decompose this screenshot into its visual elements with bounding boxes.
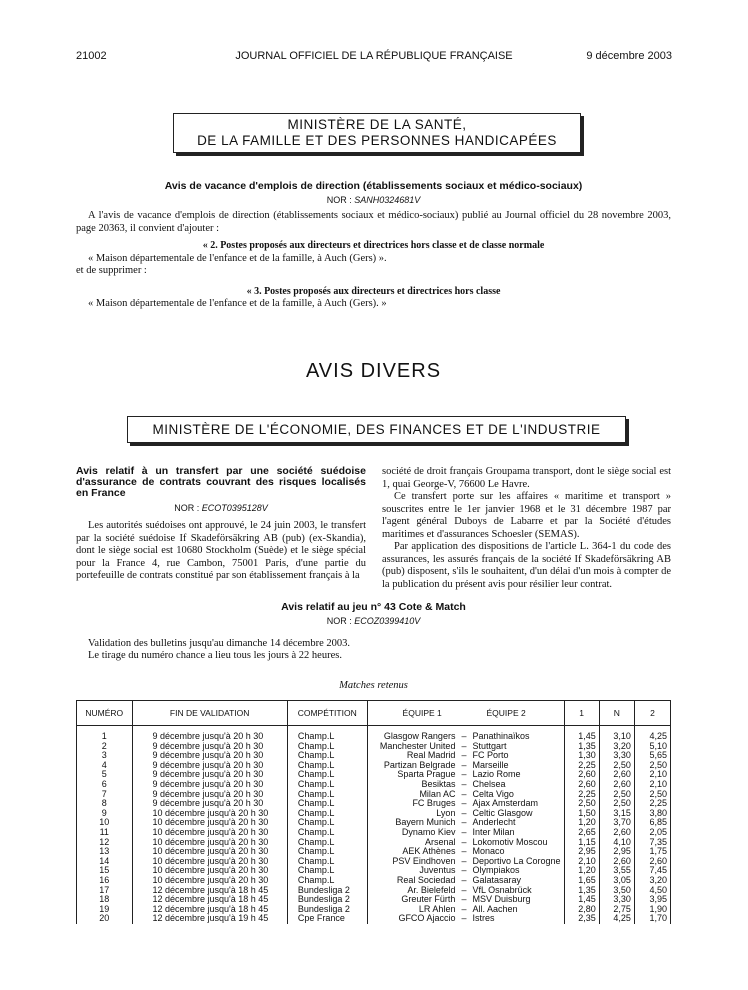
journal-title: JOURNAL OFFICIEL DE LA RÉPUBLIQUE FRANÇAISE xyxy=(235,50,513,62)
row-numero: 18 xyxy=(77,895,133,905)
row-dash: – xyxy=(461,913,467,924)
page-number: 21002 xyxy=(76,50,107,62)
row-equipe1: Real Madrid xyxy=(367,751,458,761)
row-odd-1: 1,65 xyxy=(564,876,599,886)
row-numero: 11 xyxy=(77,828,133,838)
row-equipe2: Deportivo La Corogne xyxy=(472,855,561,866)
row-fin-validation: 9 décembre jusqu'à 20 h 30 xyxy=(132,742,287,752)
row-odd-1: 2,65 xyxy=(564,828,599,838)
row-odd-2: 3,95 xyxy=(634,895,670,905)
row-fin-validation: 9 décembre jusqu'à 20 h 30 xyxy=(132,761,287,771)
row-odd-2: 4,50 xyxy=(634,886,670,896)
row-equipe2: Panathinaïkos xyxy=(472,731,530,741)
row-odd-n: 3,50 xyxy=(599,886,634,896)
row-numero: 15 xyxy=(77,866,133,876)
header-equipe2: ÉQUIPE 2 xyxy=(486,708,526,718)
header-odd-1: 1 xyxy=(564,701,599,726)
row-odd-1: 2,50 xyxy=(564,799,599,809)
nor-label: NOR : xyxy=(326,195,352,205)
row-odd-2: 5,65 xyxy=(634,751,670,761)
row-odd-1: 1,35 xyxy=(564,886,599,896)
row-odd-n: 4,10 xyxy=(599,838,634,848)
header-equipe1: ÉQUIPE 1 xyxy=(402,708,442,718)
row-dash: – xyxy=(461,903,467,914)
row-equipe2: FC Porto xyxy=(472,750,509,761)
avis-divers-heading: AVIS DIVERS xyxy=(305,360,442,382)
row-competition: Champ.L xyxy=(287,857,367,867)
row-equipe2: Ajax Amsterdam xyxy=(472,798,538,809)
row-dash: – xyxy=(461,759,467,770)
row-odd-2: 7,45 xyxy=(634,866,670,876)
row-fin-validation: 9 décembre jusqu'à 20 h 30 xyxy=(132,780,287,790)
avis-transfert-right-p3: Par application des dispositions de l'article L. 364-1 du code des assurances, les assurés français de la société If Skadeförsäkring AB (pub) disposent, s'ils le souhaitent, d'un délai d'un mois à compter de la publication du présent avis pour résilier leur contrat. xyxy=(382,541,671,590)
ministry-economie-text: MINISTÈRE DE L'ÉCONOMIE, DES FINANCES ET DE L'INDUSTRIE xyxy=(152,422,601,437)
row-odd-1: 1,20 xyxy=(564,818,599,828)
row-odd-n: 3,70 xyxy=(599,818,634,828)
row-competition: Champ.L xyxy=(287,866,367,876)
header-odd-n: N xyxy=(599,701,634,726)
avis-vacance-nor xyxy=(76,195,671,205)
row-numero: 13 xyxy=(77,847,133,857)
row-equipe1: Real Sociedad xyxy=(367,876,458,886)
row-odd-1: 2,80 xyxy=(564,905,599,915)
row-odd-1: 1,50 xyxy=(564,809,599,819)
nor-label: NOR : xyxy=(174,503,200,513)
row-equipe1: GFCO Ajaccio xyxy=(367,914,458,924)
row-equipe2: Istres xyxy=(472,913,495,924)
avis-transfert-right-p1: société de droit français Groupama transport, dont le siège social est 1, quai George-V, 76600 Le Havre. xyxy=(382,466,671,490)
row-equipe1: Greuter Fürth xyxy=(367,895,458,905)
row-competition: Champ.L xyxy=(287,809,367,819)
avis-vacance-title: Avis de vacance d'emplois de direction (établissements sociaux et médico-sociaux) xyxy=(164,180,583,192)
row-equipe2: Lokomotiv Moscou xyxy=(472,836,548,847)
row-equipe2: Stuttgart xyxy=(472,740,507,751)
row-dash: – xyxy=(461,817,467,828)
row-odd-2: 3,20 xyxy=(634,876,670,886)
header-competition: COMPÉTITION xyxy=(287,701,367,726)
row-odd-n: 2,50 xyxy=(599,799,634,809)
item3-text: « Maison départementale de l'enfance et de la famille, à Auch (Gers). » xyxy=(88,298,387,309)
row-odd-n: 2,95 xyxy=(599,847,634,857)
row-competition: Champ.L xyxy=(287,847,367,857)
row-competition: Champ.L xyxy=(287,732,367,742)
row-odd-n: 3,55 xyxy=(599,866,634,876)
row-equipe2: Celta Vigo xyxy=(472,788,514,799)
row-fin-validation: 12 décembre jusqu'à 18 h 45 xyxy=(132,905,287,915)
row-odd-2: 6,85 xyxy=(634,818,670,828)
row-numero: 5 xyxy=(77,770,133,780)
row-fin-validation: 9 décembre jusqu'à 20 h 30 xyxy=(132,751,287,761)
row-odd-2: 2,10 xyxy=(634,780,670,790)
row-numero: 3 xyxy=(77,751,133,761)
avis-transfert-left-paragraph: Les autorités suédoises ont approuvé, le 24 juin 2003, le transfert par la société suédoise If Skadeförsäkring AB (pub) (ex-Skandia), dont le siège social est 10680 Stockholm (Suède) et le siège spécial pour la France 4, rue Cambon, 75001 Paris, d'une partie du portefeuille de contrats constitué par son établissement français à la xyxy=(76,520,366,581)
row-competition: Champ.L xyxy=(287,790,367,800)
row-odd-n: 3,30 xyxy=(599,895,634,905)
row-odd-n: 3,20 xyxy=(599,742,634,752)
row-dash: – xyxy=(461,826,467,837)
table-header-row xyxy=(77,701,671,726)
row-equipe1: Ar. Bielefeld xyxy=(367,886,458,896)
row-fin-validation: 12 décembre jusqu'à 18 h 45 xyxy=(132,895,287,905)
row-numero: 12 xyxy=(77,838,133,848)
row-odd-n: 4,25 xyxy=(599,914,634,924)
ministry-sante-box xyxy=(173,113,581,153)
avis-vacance-p1: A l'avis de vacance d'emplois de direction (établissements sociaux et médico-sociaux) publié au Journal officiel du 28 novembre 2003, page 20363, il convient d'ajouter : xyxy=(76,210,671,234)
row-odd-1: 2,25 xyxy=(564,790,599,800)
row-equipe1: FC Bruges xyxy=(367,799,458,809)
row-odd-1: 1,15 xyxy=(564,838,599,848)
row-odd-1: 2,60 xyxy=(564,780,599,790)
row-odd-1: 2,10 xyxy=(564,857,599,867)
row-numero: 10 xyxy=(77,818,133,828)
row-odd-1: 1,30 xyxy=(564,751,599,761)
row-odd-n: 2,50 xyxy=(599,790,634,800)
row-fin-validation: 12 décembre jusqu'à 19 h 45 xyxy=(132,914,287,924)
row-competition: Champ.L xyxy=(287,799,367,809)
row-odd-2: 2,60 xyxy=(634,857,670,867)
row-dash: – xyxy=(461,836,467,847)
item2-title: « 2. Postes proposés aux directeurs et directrices hors classe et de classe normale xyxy=(202,240,545,251)
row-odd-n: 3,10 xyxy=(599,732,634,742)
row-fin-validation: 9 décembre jusqu'à 20 h 30 xyxy=(132,799,287,809)
supprimer-text: et de supprimer : xyxy=(76,265,147,276)
row-dash: – xyxy=(461,798,467,809)
row-odd-2: 2,05 xyxy=(634,828,670,838)
row-competition: Bundesliga 2 xyxy=(287,895,367,905)
row-numero: 1 xyxy=(77,732,133,742)
row-odd-n: 2,60 xyxy=(599,770,634,780)
row-dash: – xyxy=(461,750,467,761)
row-competition: Champ.L xyxy=(287,838,367,848)
row-equipe1: Juventus xyxy=(367,866,458,876)
nor-label: NOR : xyxy=(326,616,352,626)
row-numero: 9 xyxy=(77,809,133,819)
avis-transfert-nor xyxy=(76,503,366,513)
row-equipe1: Partizan Belgrade xyxy=(367,761,458,771)
row-fin-validation: 10 décembre jusqu'à 20 h 30 xyxy=(132,809,287,819)
row-dash: – xyxy=(461,769,467,780)
row-numero: 6 xyxy=(77,780,133,790)
row-odd-1: 2,35 xyxy=(564,914,599,924)
row-dash: – xyxy=(461,740,467,751)
row-competition: Champ.L xyxy=(287,761,367,771)
row-odd-2: 5,10 xyxy=(634,742,670,752)
row-equipe1: PSV Eindhoven xyxy=(367,857,458,867)
matches-caption: Matches retenus xyxy=(339,680,408,691)
header-fin-validation: FIN DE VALIDATION xyxy=(132,701,287,726)
row-odd-1: 1,45 xyxy=(564,732,599,742)
row-equipe1: Besiktas xyxy=(367,780,458,790)
avis-transfert-title: Avis relatif à un transfert par une société suédoise d'assurance de contrats couvrant des risques localisés en France xyxy=(76,465,366,499)
row-equipe2: All. Aachen xyxy=(472,903,518,914)
row-competition: Champ.L xyxy=(287,876,367,886)
row-odd-n: 2,75 xyxy=(599,905,634,915)
row-odd-1: 2,60 xyxy=(564,770,599,780)
row-competition: Champ.L xyxy=(287,742,367,752)
row-competition: Cpe France xyxy=(287,914,367,924)
avis-jeu-line1: Validation des bulletins jusqu'au dimanche 14 décembre 2003. xyxy=(88,638,350,649)
row-dash: – xyxy=(461,874,467,885)
row-equipe1: Dynamo Kiev xyxy=(367,828,458,838)
row-numero: 19 xyxy=(77,905,133,915)
row-equipe2: Monaco xyxy=(472,846,505,857)
nor-code: ECOT0395128V xyxy=(201,503,268,513)
ministry-economie-box xyxy=(127,416,626,443)
row-fin-validation: 10 décembre jusqu'à 20 h 30 xyxy=(132,838,287,848)
row-odd-1: 2,25 xyxy=(564,761,599,771)
row-dash: – xyxy=(461,807,467,818)
row-equipe2: Galatasaray xyxy=(472,874,521,885)
row-equipe2: MSV Duisburg xyxy=(472,894,531,905)
row-odd-n: 3,15 xyxy=(599,809,634,819)
row-dash: – xyxy=(461,884,467,895)
item3-title: « 3. Postes proposés aux directeurs et directrices hors classe xyxy=(246,286,501,297)
row-equipe1: Glasgow Rangers xyxy=(367,732,458,742)
row-numero: 16 xyxy=(77,876,133,886)
row-equipe2: Inter Milan xyxy=(472,826,515,837)
row-fin-validation: 9 décembre jusqu'à 20 h 30 xyxy=(132,732,287,742)
row-odd-2: 4,25 xyxy=(634,732,670,742)
row-competition: Bundesliga 2 xyxy=(287,886,367,896)
table-body xyxy=(77,726,671,924)
header-date: 9 décembre 2003 xyxy=(586,50,672,62)
row-fin-validation: 10 décembre jusqu'à 20 h 30 xyxy=(132,857,287,867)
item2-text: « Maison départementale de l'enfance et de la famille, à Auch (Gers) ». xyxy=(88,253,387,264)
row-odd-2: 7,35 xyxy=(634,838,670,848)
row-odd-1: 1,35 xyxy=(564,742,599,752)
row-odd-n: 3,05 xyxy=(599,876,634,886)
row-equipe2: Chelsea xyxy=(472,778,506,789)
row-equipe1: Milan AC xyxy=(367,790,458,800)
row-odd-n: 2,60 xyxy=(599,828,634,838)
row-equipe1: Bayern Munich xyxy=(367,818,458,828)
avis-jeu-title: Avis relatif au jeu n° 43 Cote & Match xyxy=(281,601,466,613)
row-odd-1: 1,45 xyxy=(564,895,599,905)
row-fin-validation: 10 décembre jusqu'à 20 h 30 xyxy=(132,866,287,876)
row-fin-validation: 10 décembre jusqu'à 20 h 30 xyxy=(132,828,287,838)
row-equipe1: Lyon xyxy=(367,809,458,819)
avis-jeu-line2: Le tirage du numéro chance a lieu tous les jours à 22 heures. xyxy=(88,650,342,661)
nor-code: SANH0324681V xyxy=(354,195,421,205)
row-fin-validation: 10 décembre jusqu'à 20 h 30 xyxy=(132,818,287,828)
row-numero: 20 xyxy=(77,914,133,924)
row-competition: Champ.L xyxy=(287,751,367,761)
row-odd-n: 3,30 xyxy=(599,751,634,761)
row-equipe2: Olympiakos xyxy=(472,865,520,876)
row-odd-1: 1,20 xyxy=(564,866,599,876)
row-fin-validation: 10 décembre jusqu'à 20 h 30 xyxy=(132,847,287,857)
row-numero: 8 xyxy=(77,799,133,809)
row-equipe2: Lazio Rome xyxy=(472,769,521,780)
row-competition: Champ.L xyxy=(287,780,367,790)
row-numero: 2 xyxy=(77,742,133,752)
row-odd-2: 3,80 xyxy=(634,809,670,819)
row-odd-2: 1,75 xyxy=(634,847,670,857)
row-equipe1: Arsenal xyxy=(367,838,458,848)
ministry-sante-line1: MINISTÈRE DE LA SANTÉ, xyxy=(287,117,467,132)
row-numero: 4 xyxy=(77,761,133,771)
row-fin-validation: 9 décembre jusqu'à 20 h 30 xyxy=(132,790,287,800)
row-fin-validation: 10 décembre jusqu'à 20 h 30 xyxy=(132,876,287,886)
row-dash: – xyxy=(461,731,467,741)
row-equipe1: Manchester United xyxy=(367,742,458,752)
row-dash: – xyxy=(461,855,467,866)
row-numero: 7 xyxy=(77,790,133,800)
header-equipes xyxy=(367,701,564,726)
row-competition: Champ.L xyxy=(287,770,367,780)
row-equipe2: Anderlecht xyxy=(472,817,516,828)
row-fin-validation: 12 décembre jusqu'à 18 h 45 xyxy=(132,886,287,896)
row-numero: 14 xyxy=(77,857,133,867)
row-dash: – xyxy=(461,865,467,876)
ministry-sante-line2: DE LA FAMILLE ET DES PERSONNES HANDICAPÉES xyxy=(197,133,557,148)
row-competition: Champ.L xyxy=(287,828,367,838)
row-odd-2: 2,10 xyxy=(634,770,670,780)
row-equipe1: AEK Athènes xyxy=(367,847,458,857)
row-odd-2: 2,50 xyxy=(634,761,670,771)
table-row xyxy=(77,914,671,924)
row-numero: 17 xyxy=(77,886,133,896)
row-odd-n: 2,60 xyxy=(599,780,634,790)
row-dash: – xyxy=(461,788,467,799)
matches-table xyxy=(76,700,671,924)
avis-transfert-right-p2: Ce transfert porte sur les affaires « maritime et transport » souscrites entre le 1er janvier 1968 et le 31 décembre 1987 par l'agent général Duboys de Labarre et par la Société d'études maritimes et d'assurances Schoesler (SEMAS). xyxy=(382,491,671,540)
row-odd-n: 2,50 xyxy=(599,761,634,771)
row-odd-2: 1,90 xyxy=(634,905,670,915)
row-odd-1: 2,95 xyxy=(564,847,599,857)
avis-jeu-nor xyxy=(76,616,671,626)
row-dash: – xyxy=(461,846,467,857)
row-odd-2: 1,70 xyxy=(634,914,670,924)
header-numero: NUMÉRO xyxy=(77,701,133,726)
nor-code: ECOZ0399410V xyxy=(354,616,421,626)
row-competition: Bundesliga 2 xyxy=(287,905,367,915)
row-dash: – xyxy=(461,778,467,789)
header-odd-2: 2 xyxy=(634,701,670,726)
row-equipe2: Marseille xyxy=(472,759,509,770)
row-equipe1: Sparta Prague xyxy=(367,770,458,780)
row-odd-2: 2,50 xyxy=(634,790,670,800)
row-dash: – xyxy=(461,894,467,905)
row-odd-2: 2,25 xyxy=(634,799,670,809)
row-equipe1: LR Ahlen xyxy=(367,905,458,915)
row-fin-validation: 9 décembre jusqu'à 20 h 30 xyxy=(132,770,287,780)
row-competition: Champ.L xyxy=(287,818,367,828)
row-odd-n: 2,60 xyxy=(599,857,634,867)
row-equipe2: VfL Osnabrück xyxy=(472,884,532,895)
row-equipe2: Celtic Glasgow xyxy=(472,807,533,818)
